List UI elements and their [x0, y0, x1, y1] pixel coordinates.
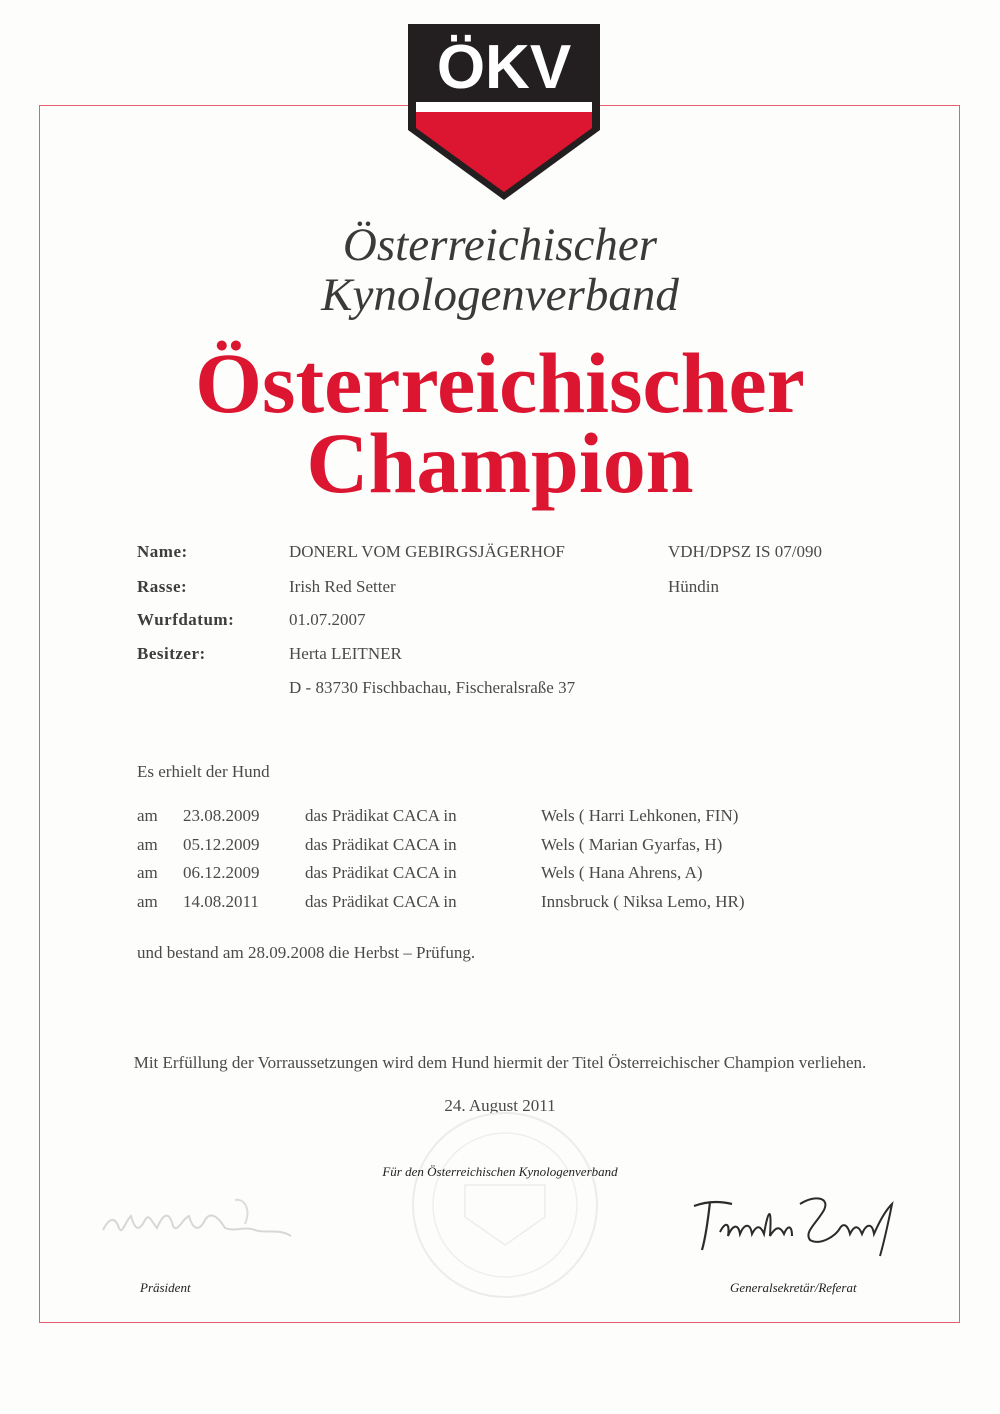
award-prefix: am: [137, 835, 158, 854]
award-title: das Prädikat CACA in: [305, 863, 457, 882]
award-title: das Prädikat CACA in: [305, 835, 457, 854]
award-prefix: am: [137, 863, 158, 882]
dog-name: DONERL VOM GEBIRGSJÄGERHOF: [289, 542, 565, 561]
signoff-text: Für den Österreichischen Kynologenverband: [382, 1164, 618, 1179]
org-name-line2: Kynologenverband: [321, 269, 679, 321]
owner-name: Herta LEITNER: [289, 644, 402, 663]
issue-date: 24. August 2011: [444, 1096, 556, 1115]
president-signature: [95, 1190, 305, 1250]
award-show: Wels ( Harri Lehkonen, FIN): [541, 806, 739, 825]
award-show: Wels ( Marian Gyarfas, H): [541, 835, 723, 854]
intro-text: Es erhielt der Hund: [137, 762, 270, 781]
owner-address: D - 83730 Fischbachau, Fischeralsraße 37: [289, 678, 576, 697]
org-name-line1: Österreichischer: [342, 219, 658, 271]
conferral-text: Mit Erfüllung der Vorraussetzungen wird dem Hund hiermit der Titel Österreichischer Champion verliehen.: [133, 1053, 867, 1072]
secretary-signature: [680, 1180, 910, 1265]
award-show: Wels ( Hana Ahrens, A): [541, 863, 703, 882]
breed-label: Rasse:: [137, 577, 188, 596]
award-date: 06.12.2009: [183, 863, 260, 882]
exam-text: und bestand am 28.09.2008 die Herbst – Prüfung.: [137, 943, 476, 962]
secretary-caption: Generalsekretär/Referat: [730, 1280, 857, 1295]
title-line1: Österreichischer: [195, 335, 805, 431]
award-title: das Prädikat CACA in: [305, 806, 457, 825]
embossed-seal: [405, 1105, 605, 1305]
birth-date: 01.07.2007: [289, 610, 366, 629]
breed-value: Irish Red Setter: [289, 577, 396, 596]
award-date: 14.08.2011: [183, 892, 259, 911]
award-title: das Prädikat CACA in: [305, 892, 457, 911]
okv-logo: [404, 22, 604, 202]
birth-label: Wurfdatum:: [137, 610, 235, 629]
award-prefix: am: [137, 892, 158, 911]
award-date: 23.08.2009: [183, 806, 260, 825]
title-line2: Champion: [306, 415, 694, 511]
owner-label: Besitzer:: [137, 644, 206, 663]
name-label: Name:: [137, 542, 188, 561]
registration-number: VDH/DPSZ IS 07/090: [668, 542, 822, 561]
president-caption: Präsident: [140, 1280, 191, 1295]
award-date: 05.12.2009: [183, 835, 260, 854]
logo-text: ÖKV: [436, 33, 572, 102]
award-prefix: am: [137, 806, 158, 825]
award-show: Innsbruck ( Niksa Lemo, HR): [541, 892, 745, 911]
sex-value: Hündin: [668, 577, 719, 596]
